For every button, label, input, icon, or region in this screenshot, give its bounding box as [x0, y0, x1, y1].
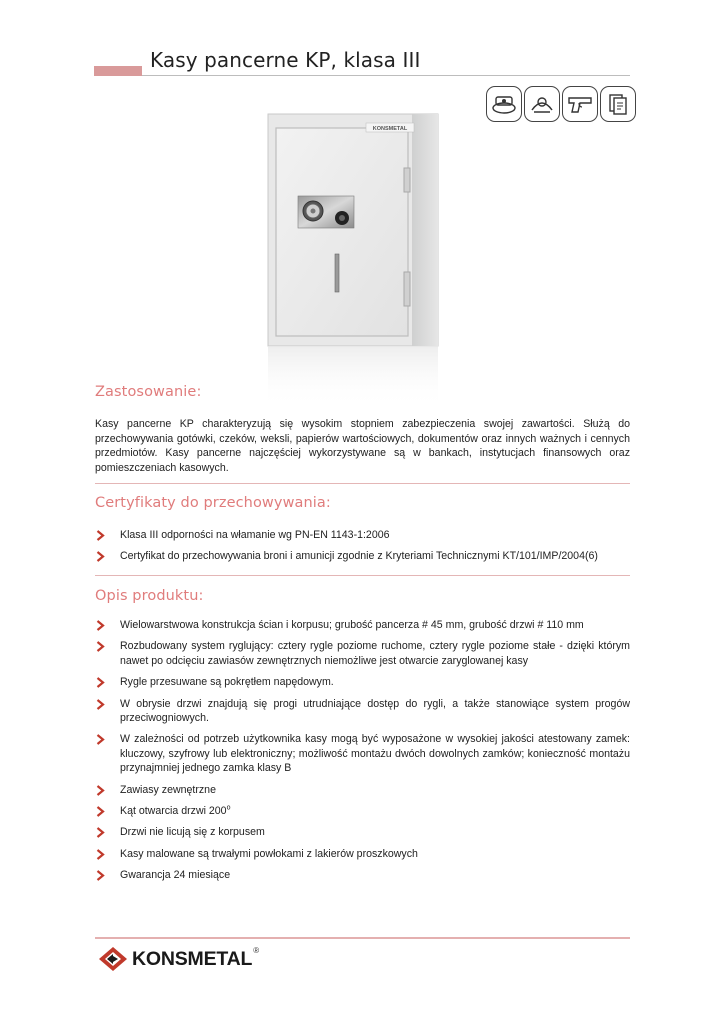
list-item: Kąt otwarcia drzwi 200$^o$: [95, 804, 630, 818]
title-underline: [142, 75, 630, 76]
list-item: Rozbudowany system ryglujący: cztery rygle poziome ruchome, cztery rygle poziome stałe - dzięki którym nawet po odcięciu zawiasów zewnętrznych niemożliwe jest otwarcie zaryglowanej kasy: [95, 639, 630, 668]
section-heading-certyfikaty: Certyfikaty do przechowywania:: [95, 495, 331, 511]
registered-mark: ®: [253, 945, 260, 955]
usage-icons: [486, 86, 638, 122]
chevron-right-icon: [96, 785, 105, 796]
chevron-right-icon: [96, 806, 105, 817]
chevron-right-icon: [96, 827, 105, 838]
section-divider: [95, 575, 630, 576]
list-item: W obrysie drzwi znajdują się progi utrudniające dostęp do rygli, a także stanowiące system progów przeciwogniowych.: [95, 697, 630, 726]
safe-badge-text: KONSMETAL: [372, 126, 408, 132]
list-item: Rygle przesuwane są pokrętłem napędowym.: [95, 675, 630, 689]
pistol-icon: [562, 86, 598, 122]
chevron-right-icon: [96, 641, 105, 652]
list-item: W zależności od potrzeb użytkownika kasy mogą być wyposażone w wysokiej jakości atestowany zamek: kluczowy, szyfrowy lub elektroniczny; możliwość montażu dwóch dowolnych zamków; konieczność montażu przynajmniej jednego zamka klasy B: [95, 732, 630, 775]
chevron-right-icon: [96, 677, 105, 688]
list-item: Gwarancja 24 miesiące: [95, 868, 630, 882]
list-item: Kasy malowane są trwałymi powłokami z lakierów proszkowych: [95, 847, 630, 861]
section-heading-opis: Opis produktu:: [95, 588, 204, 604]
opis-list: [95, 618, 630, 883]
list-item: Zawiasy zewnętrzne: [95, 783, 630, 797]
jewelry-icon: [524, 86, 560, 122]
chevron-right-icon: [96, 530, 105, 541]
title-accent-bar: [94, 66, 142, 76]
konsmetal-logo-icon: [98, 946, 128, 972]
list-item: Wielowarstwowa konstrukcja ścian i korpusu; grubość pancerza # 45 mm, grubość drzwi # 110 mm: [95, 618, 630, 632]
certyfikaty-list: [95, 528, 630, 564]
list-item: Klasa III odporności na włamanie wg PN-EN 1143-1:2006: [95, 528, 630, 542]
chevron-right-icon: [96, 620, 105, 631]
degree-mark: o: [226, 804, 231, 812]
documents-icon: [600, 86, 636, 122]
banknotes-icon: [486, 86, 522, 122]
section-heading-zastosowanie: Zastosowanie:: [95, 384, 202, 400]
logo-text: KONSMETAL: [132, 947, 253, 970]
list-item: Certyfikat do przechowywania broni i amunicji zgodnie z Kryteriami Technicznymi KT/101/IMP/2004(6): [95, 549, 630, 563]
chevron-right-icon: [96, 734, 105, 745]
zastosowanie-text: Kasy pancerne KP charakteryzują się wysokim stopniem zabezpieczenia swojej zawartości. Służą do przechowywania gotówki, czeków, weksli, papierów wartościowych, dokumentów oraz innych ważnych i cennych przedmiotów. Kasy pancerne najczęściej wykorzystywane są w bankach, instytucjach finansowych oraz pomieszczeniach kasowych.: [95, 418, 630, 474]
footer-divider: [95, 937, 630, 939]
konsmetal-logo: [98, 944, 259, 974]
list-item: Drzwi nie licują się z korpusem: [95, 825, 630, 839]
page-title: Kasy pancerne KP, klasa III: [150, 48, 421, 72]
safe-product-image: [262, 112, 452, 412]
chevron-right-icon: [96, 699, 105, 710]
chevron-right-icon: [96, 551, 105, 562]
section-divider: [95, 483, 630, 484]
chevron-right-icon: [96, 849, 105, 860]
chevron-right-icon: [96, 870, 105, 881]
